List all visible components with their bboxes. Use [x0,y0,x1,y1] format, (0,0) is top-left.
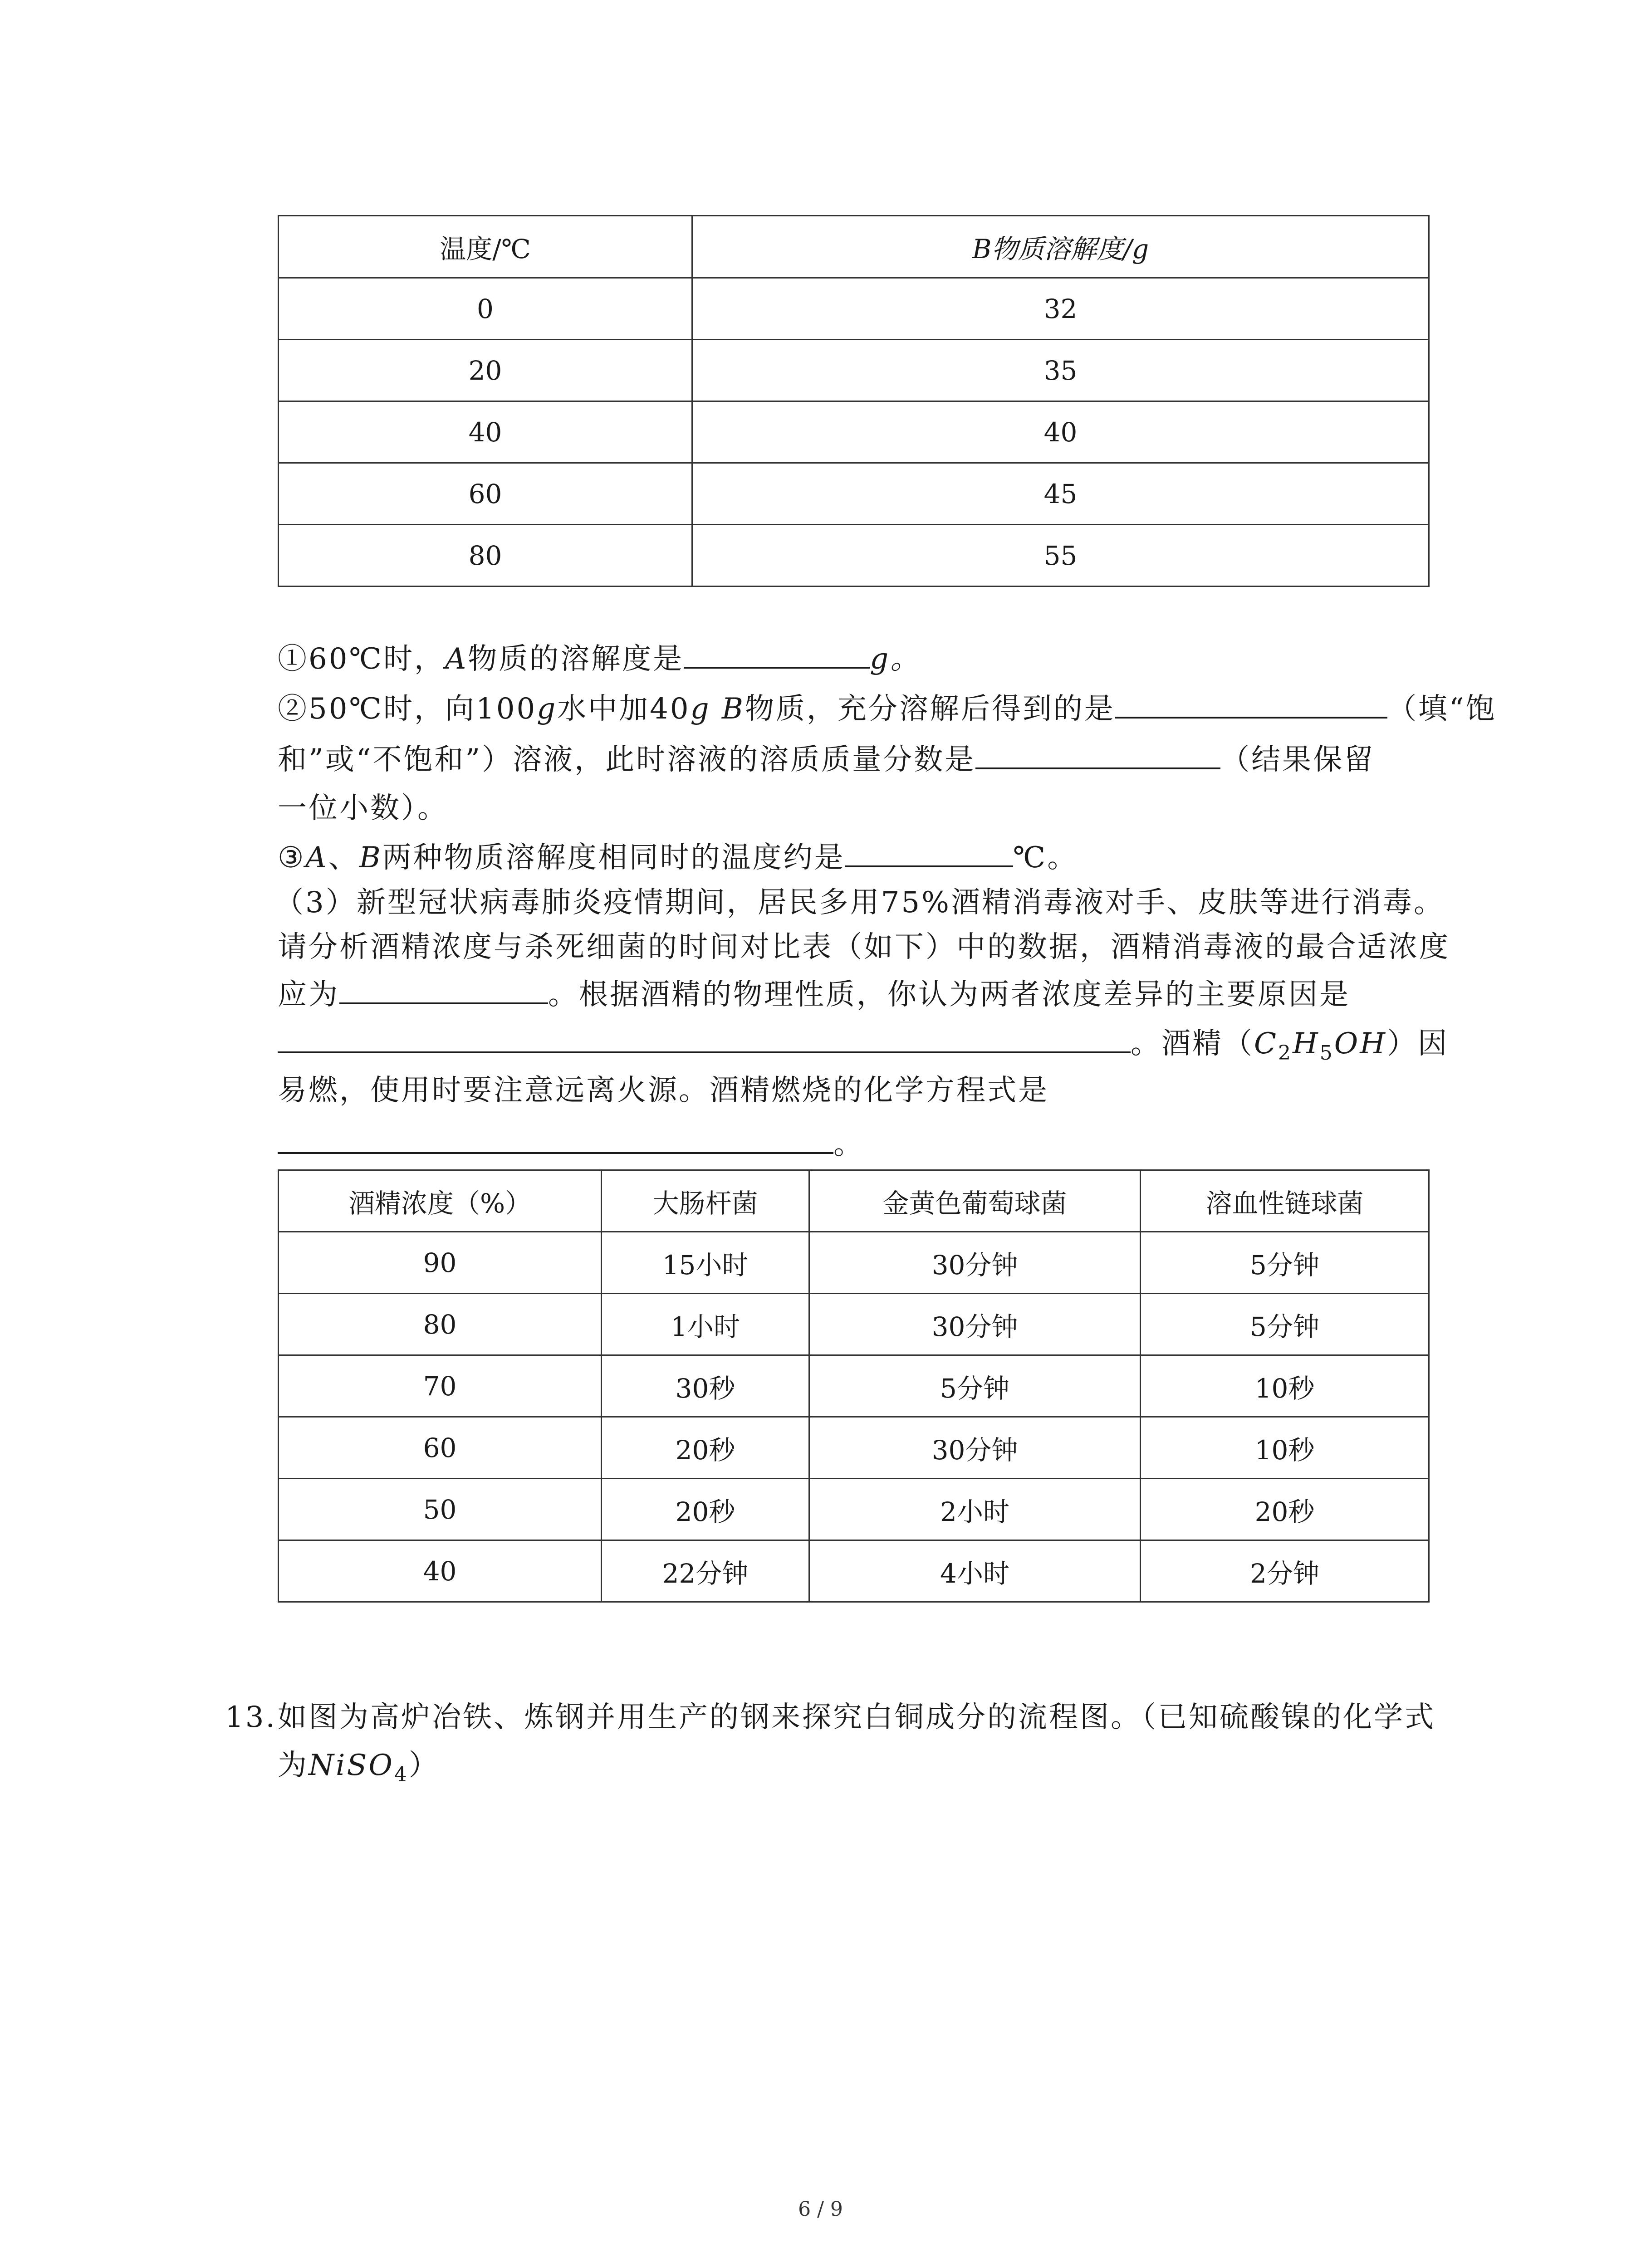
question-2-line-1: ②50℃时，向100g水中加40g B物质，充分溶解后得到的是 （填“饱 [278,685,1497,731]
question-number: 13. [225,1701,277,1734]
answer-blank[interactable] [845,834,1013,867]
part-3-line-3: 应为 。根据酒精的物理性质，你认为两者浓度差异的主要原因是 [278,971,1350,1017]
table-cell: 40 [279,401,692,463]
part-3-line-4: 。酒精$(C_2H_5OH)$因 [278,1020,1449,1066]
table-header-cell: 大肠杆菌 [602,1170,809,1232]
answer-blank[interactable] [339,971,548,1004]
table-header-cell: 酒精浓度（%） [279,1170,602,1232]
question-2-line-3: 一位小数）。 [278,792,448,825]
table-cell: 30分钟 [809,1294,1141,1355]
table-cell: 30秒 [602,1355,809,1417]
table-cell: 30分钟 [809,1232,1141,1294]
table-cell: 22分钟 [602,1540,809,1602]
table-cell: 80 [279,525,692,587]
table-cell: 70 [279,1355,602,1417]
question-13-line-1: 13.如图为高炉冶铁、炼钢并用生产的钢来探究白铜成分的流程图。（已知硫酸镍的化学式 [225,1696,1435,1739]
solubility-table [278,215,1430,587]
table-cell: 30分钟 [809,1417,1141,1479]
table-cell: 90 [279,1232,602,1294]
part-3-line-2: 请分析酒精浓度与杀死细菌的时间对比表（如下）中的数据，酒精消毒液的最合适浓度 [278,930,1450,964]
answer-blank[interactable] [278,1120,833,1154]
table-cell: 60 [279,1417,602,1479]
answer-blank[interactable] [278,1020,1131,1053]
alcohol-concentration-table [278,1169,1430,1603]
table-cell: 20秒 [602,1479,809,1540]
answer-blank[interactable] [684,635,870,669]
table-cell: 20 [279,340,692,401]
question-3-line: ③A、B两种物质溶解度相同时的温度约是 ℃。 [278,834,1078,880]
question-13-line-2: 为NiSO$_4$） [278,1749,440,1786]
table-cell: 1小时 [602,1294,809,1355]
table-header-cell: 溶血性链球菌 [1141,1170,1429,1232]
question-1-line: ①60℃时，A物质的溶解度是 g。 [278,635,921,681]
table-cell: 45 [692,463,1429,525]
table-header-cell: B物质溶解度/g [692,216,1429,278]
part-3-line-6: 。 [278,1120,864,1166]
table-header-cell: 金黄色葡萄球菌 [809,1170,1141,1232]
table-cell: 40 [279,1540,602,1602]
table-cell: 5分钟 [1141,1294,1429,1355]
table-cell: 80 [279,1294,602,1355]
table-cell: 20秒 [1141,1479,1429,1540]
table-cell: 40 [692,401,1429,463]
part-3-line-5: 易燃，使用时要注意远离火源。酒精燃烧的化学方程式是 [278,1074,1049,1107]
table-cell: 50 [279,1479,602,1540]
table-cell: 5分钟 [809,1355,1141,1417]
table-cell: 10秒 [1141,1417,1429,1479]
table-header-cell: 温度/℃ [279,216,692,278]
answer-blank[interactable] [1115,685,1387,719]
table-cell: 10秒 [1141,1355,1429,1417]
table-cell: 32 [692,278,1429,340]
table-cell: 2分钟 [1141,1540,1429,1602]
answer-blank[interactable] [975,736,1220,769]
table-cell: 55 [692,525,1429,587]
table-cell: 20秒 [602,1417,809,1479]
table-cell: 35 [692,340,1429,401]
page-number: 6 / 9 [798,2198,843,2221]
table-cell: 60 [279,463,692,525]
table-cell: 2小时 [809,1479,1141,1540]
question-2-line-2: 和”或“不饱和”）溶液，此时溶液的溶质质量分数是 （结果保留 [278,736,1375,782]
part-3-line-1: （3）新型冠状病毒肺炎疫情期间，居民多用75%酒精消毒液对手、皮肤等进行消毒。 [274,886,1445,919]
table-cell: 4小时 [809,1540,1141,1602]
table-cell: 15小时 [602,1232,809,1294]
table-cell: 0 [279,278,692,340]
table-cell: 5分钟 [1141,1232,1429,1294]
